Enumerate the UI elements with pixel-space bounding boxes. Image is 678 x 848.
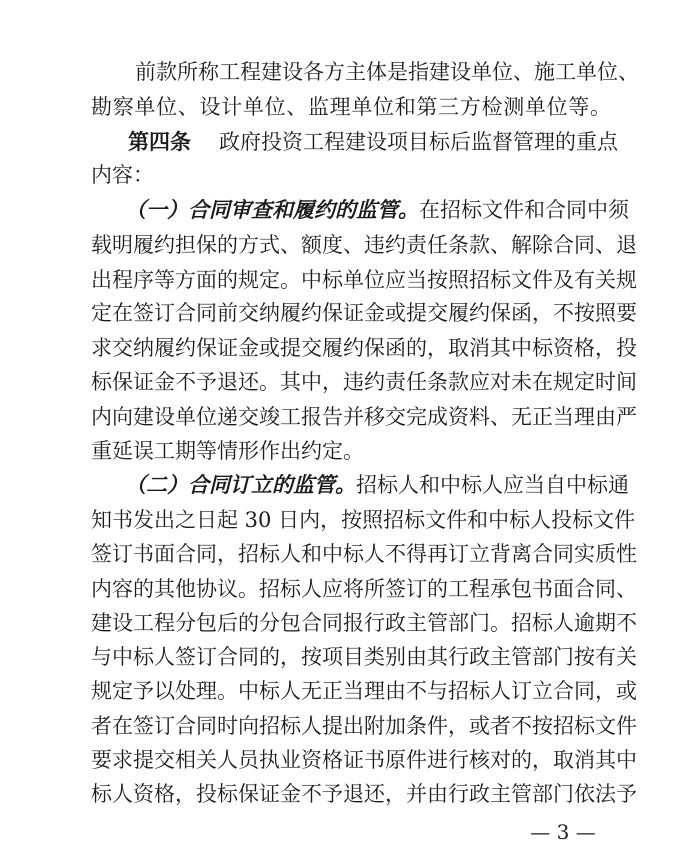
paragraph-line (91, 711, 637, 741)
paragraph-line (91, 539, 637, 569)
text-segment: 建设工程分包后的分包合同报行政主管部门。招标人逾期不 (91, 611, 637, 635)
text-segment: 规定予以处理。中标人无正当理由不与招标人订立合同，或 (91, 679, 637, 703)
paragraph-line (91, 160, 611, 190)
text-segment: 招标人和中标人应当自中标通 (356, 473, 629, 497)
item-title: （一）合同审查和履约的监管。 (125, 197, 419, 222)
paragraph-line (91, 402, 637, 432)
paragraph-line (91, 779, 637, 809)
text-segment: 标保证金不予退还。其中，违约责任条款应对未在规定时间 (91, 370, 637, 394)
paragraph-line (91, 608, 637, 638)
paragraph-line (91, 642, 637, 672)
text-segment: 签订书面合同，招标人和中标人不得再订立背离合同实质性 (91, 542, 637, 566)
text-segment: 载明履约担保的方式、额度、违约责任条款、解除合同、退 (91, 233, 637, 257)
text-segment: 内向建设单位递交竣工报告并移交完成资料、无正当理由严 (91, 405, 637, 429)
text-segment: 政府投资工程建设项目标后监督管理的重点 (219, 130, 618, 154)
text-segment: 要求提交相关人员执业资格证书原件进行核对的，取消其中 (91, 748, 637, 772)
text-segment: 重延误工期等情形作出约定。 (91, 439, 364, 463)
paragraph-line (91, 676, 637, 706)
paragraph-line (91, 230, 637, 260)
item-title: （二）合同订立的监管。 (125, 472, 356, 497)
text-segment: 出程序等方面的规定。中标单位应当按照招标文件及有关规 (91, 268, 637, 292)
paragraph-line (91, 745, 637, 775)
paragraph-line (91, 265, 637, 295)
paragraph-line (91, 298, 637, 328)
item-title-line (125, 195, 629, 225)
paragraph-line (91, 436, 611, 466)
paragraph-line (91, 574, 637, 604)
text-segment: 前款所称工程建设各方主体是指建设单位、施工单位、 (135, 60, 639, 84)
article-heading: 第四条 (128, 130, 191, 154)
text-segment: 标人资格，投标保证金不予退还，并由行政主管部门依法予 (91, 782, 637, 806)
text-segment: 内容的其他协议。招标人应将所签订的工程承包书面合同、 (91, 577, 637, 601)
paragraph-line (91, 92, 611, 122)
paragraph-line (91, 505, 636, 535)
page-number: — 3 — (530, 820, 596, 844)
text-segment: 在招标文件和合同中须 (419, 198, 629, 222)
paragraph-line (91, 367, 637, 397)
paragraph-line (91, 333, 637, 363)
paragraph-line (135, 57, 639, 87)
article-heading-line (128, 127, 618, 157)
text-segment: 勘察单位、设计单位、监理单位和第三方检测单位等。 (91, 95, 611, 119)
text-segment: 求交纳履约保证金或提交履约保函的，取消其中标资格，投 (91, 336, 637, 360)
text-segment: 定在签订合同前交纳履约保证金或提交履约保函，不按照要 (91, 301, 637, 325)
text-segment: 者在签订合同时向招标人提出附加条件，或者不按招标文件 (91, 714, 637, 738)
text-segment: 知书发出之日起 30 日内，按照招标文件和中标人投标文件 (91, 508, 636, 532)
text-segment: 内容： (91, 163, 154, 187)
item-title-line (125, 470, 629, 500)
text-segment: 与中标人签订合同的，按项目类别由其行政主管部门按有关 (91, 645, 637, 669)
